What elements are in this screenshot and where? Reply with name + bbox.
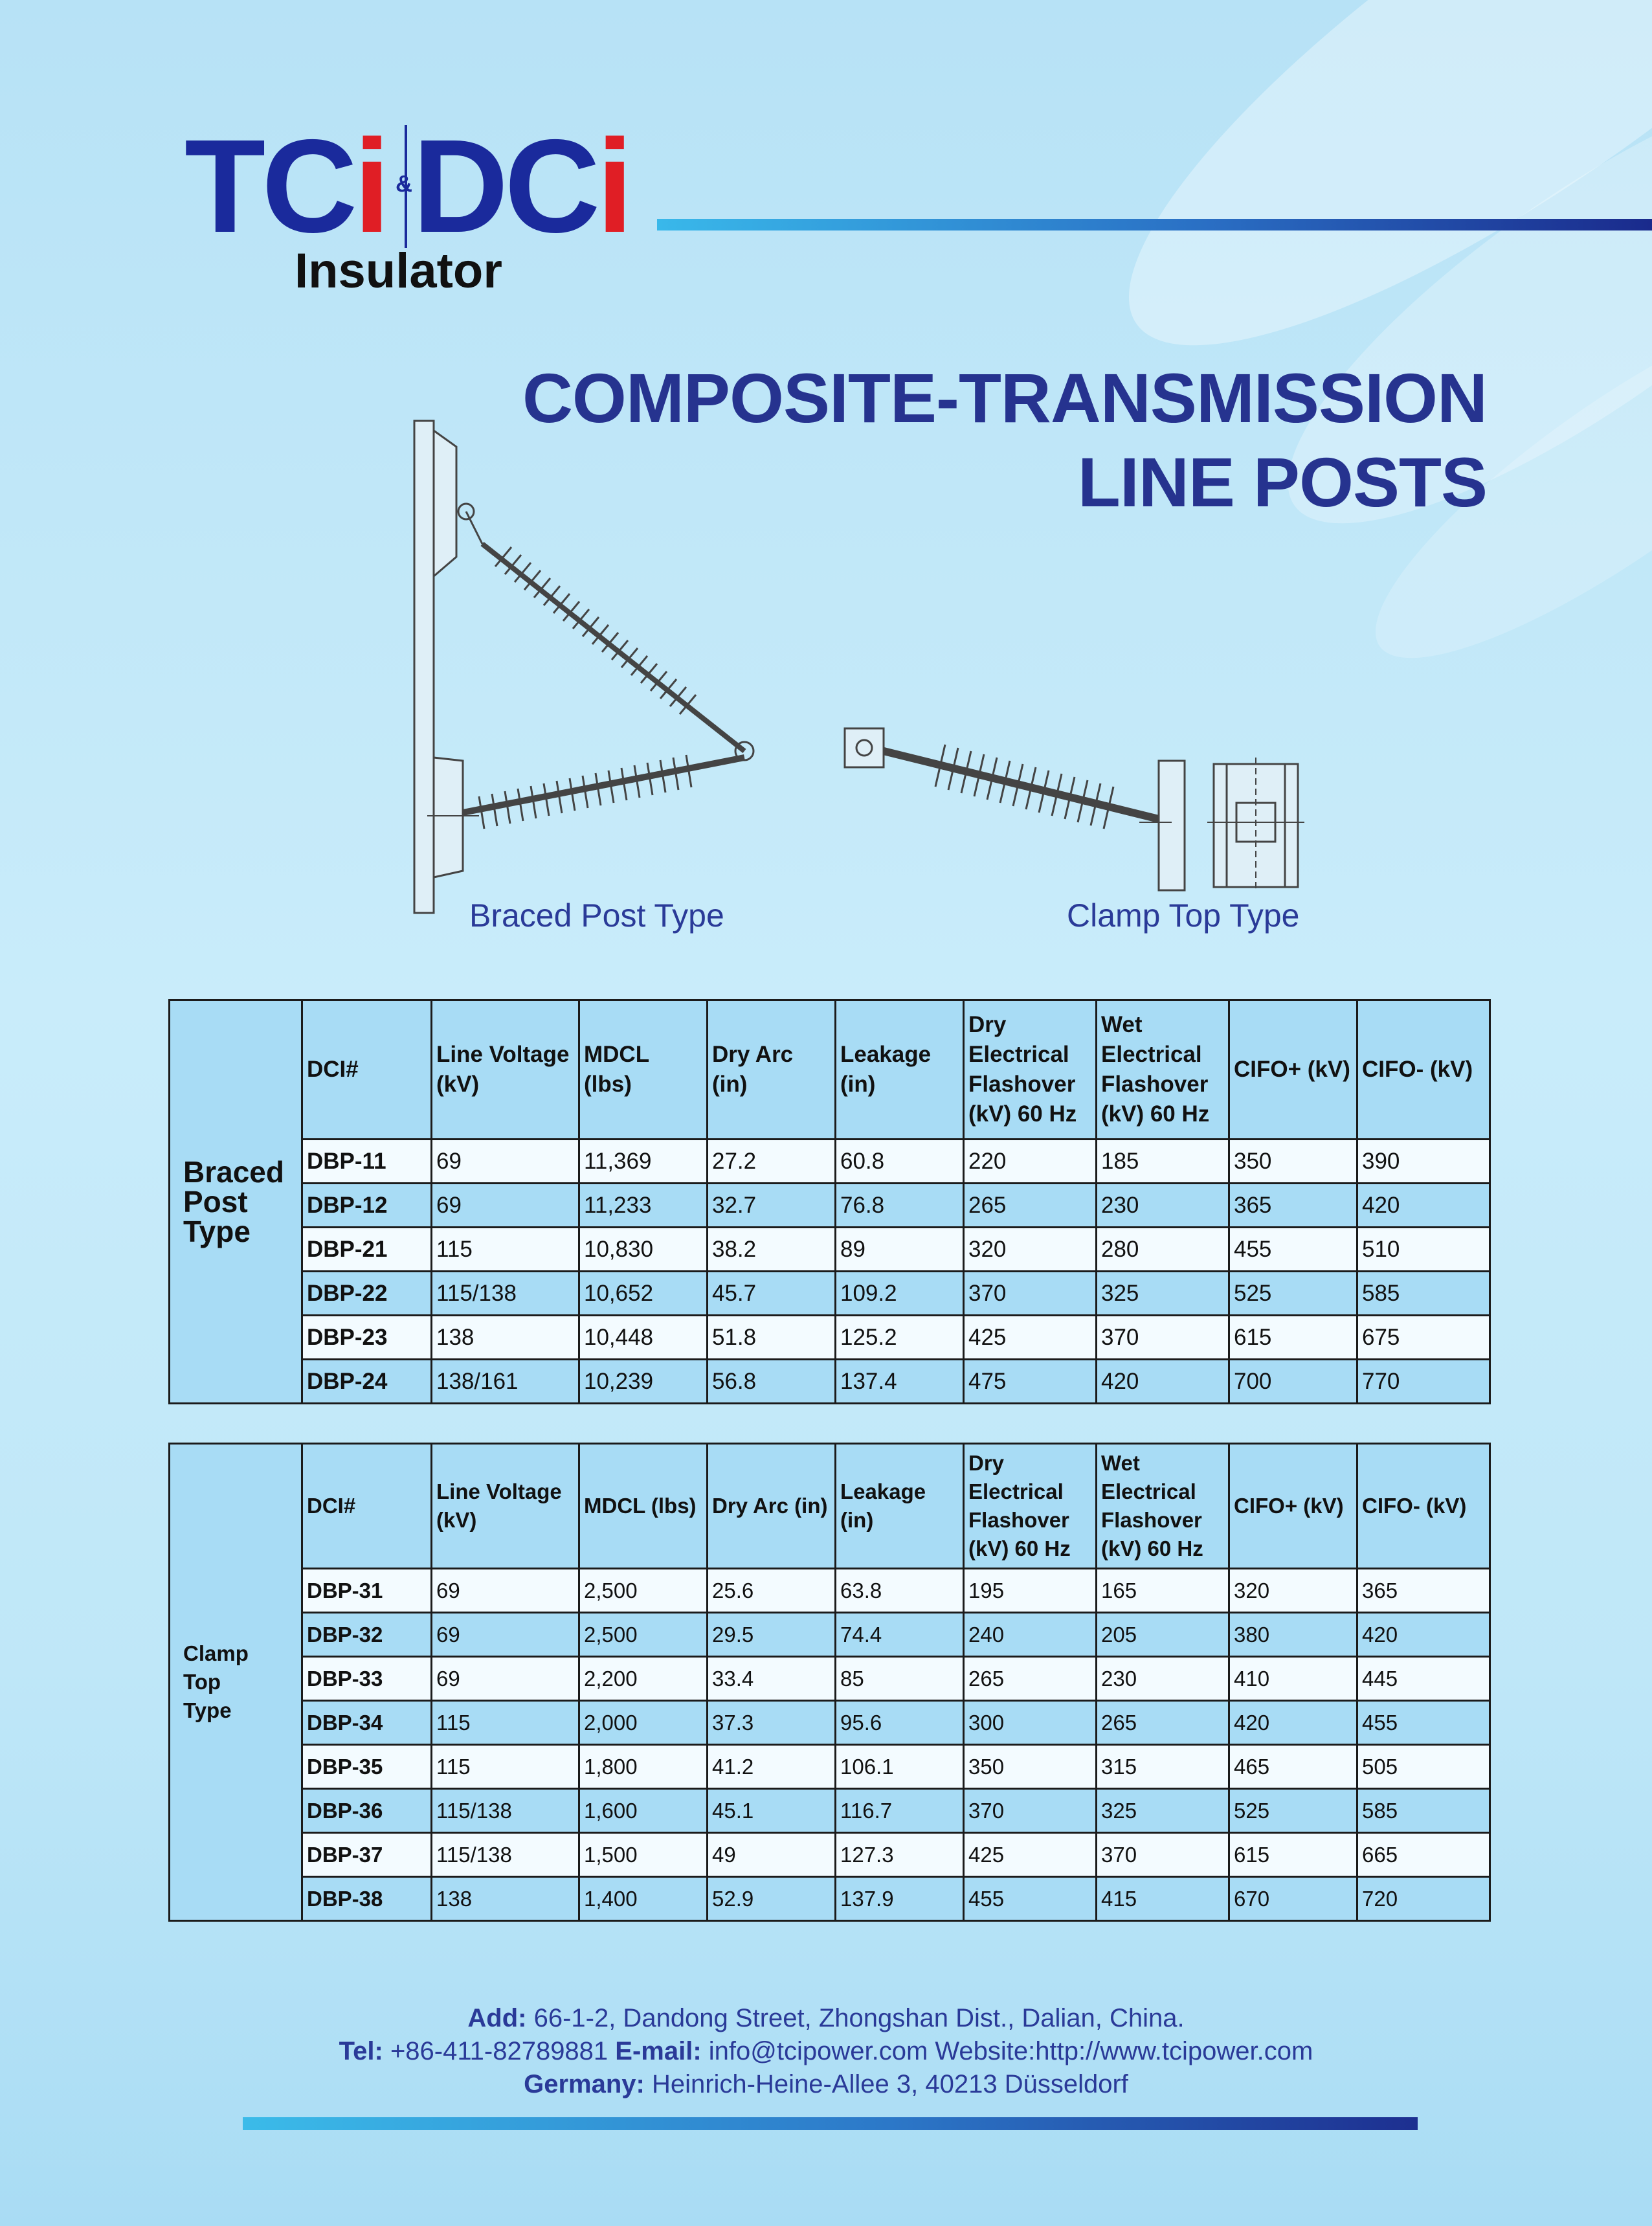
cell: 27.2 [708, 1140, 836, 1184]
col-header-cifo-plus: CIFO+ (kV) [1229, 1444, 1357, 1569]
cell: 51.8 [708, 1316, 836, 1360]
group-label-line: Top [183, 1670, 221, 1694]
cell: 85 [836, 1657, 964, 1701]
cell: 2,200 [579, 1657, 708, 1701]
cell: 445 [1357, 1657, 1490, 1701]
group-label-line: Clamp [183, 1641, 249, 1665]
cell: 265 [964, 1184, 1097, 1228]
col-header-line-voltage: Line Voltage (kV) [432, 1444, 579, 1569]
cell: 138 [432, 1877, 579, 1921]
cell: 69 [432, 1569, 579, 1613]
cell: 455 [1229, 1228, 1357, 1272]
col-header-dry-flashover: Dry Electrical Flashover (kV) 60 Hz [964, 1000, 1097, 1140]
cell: 74.4 [836, 1613, 964, 1657]
cell: 45.7 [708, 1272, 836, 1316]
cell: 380 [1229, 1613, 1357, 1657]
cell: 205 [1097, 1613, 1229, 1657]
braced-post-drawing [408, 414, 770, 919]
cell: 390 [1357, 1140, 1490, 1184]
table-row [170, 1745, 1490, 1789]
cell: 45.1 [708, 1789, 836, 1833]
cell: 420 [1097, 1360, 1229, 1404]
clamp-top-table [168, 1443, 1491, 1922]
cell: 410 [1229, 1657, 1357, 1701]
cell: 52.9 [708, 1877, 836, 1921]
col-header-wet-flashover: Wet Electrical Flashover (kV) 60 Hz [1097, 1444, 1229, 1569]
cell: 60.8 [836, 1140, 964, 1184]
cell-dci: DBP-37 [302, 1833, 432, 1877]
cell: 455 [964, 1877, 1097, 1921]
cell: 585 [1357, 1789, 1490, 1833]
cell: 455 [1357, 1701, 1490, 1745]
cell-dci: DBP-22 [302, 1272, 432, 1316]
group-label-line: Braced [183, 1155, 284, 1189]
company-logo [184, 112, 651, 298]
cell: 1,400 [579, 1877, 708, 1921]
col-header-dry-arc: Dry Arc (in) [708, 1444, 836, 1569]
cell: 425 [964, 1316, 1097, 1360]
cell: 350 [1229, 1140, 1357, 1184]
cell: 115 [432, 1701, 579, 1745]
cell: 1,500 [579, 1833, 708, 1877]
col-header-wet-flashover: Wet Electrical Flashover (kV) 60 Hz [1097, 1000, 1229, 1140]
cell: 525 [1229, 1272, 1357, 1316]
cell: 106.1 [836, 1745, 964, 1789]
table-row [170, 1316, 1490, 1360]
cell: 420 [1357, 1613, 1490, 1657]
cell: 220 [964, 1140, 1097, 1184]
cell: 10,830 [579, 1228, 708, 1272]
col-header-cifo-minus: CIFO- (kV) [1357, 1000, 1490, 1140]
cell-dci: DBP-35 [302, 1745, 432, 1789]
col-header-dci: DCI# [302, 1444, 432, 1569]
title-line-2: LINE POSTS [1077, 443, 1487, 521]
footer-add-label: Add: [467, 2004, 527, 2032]
cell-dci: DBP-34 [302, 1701, 432, 1745]
cell: 365 [1357, 1569, 1490, 1613]
col-header-cifo-minus: CIFO- (kV) [1357, 1444, 1490, 1569]
cell: 465 [1229, 1745, 1357, 1789]
cell: 315 [1097, 1745, 1229, 1789]
cell: 320 [1229, 1569, 1357, 1613]
cell: 115/138 [432, 1272, 579, 1316]
cell: 115 [432, 1745, 579, 1789]
table-row [170, 1272, 1490, 1316]
cell: 665 [1357, 1833, 1490, 1877]
cell: 127.3 [836, 1833, 964, 1877]
table-row [170, 1789, 1490, 1833]
table-row [170, 1701, 1490, 1745]
cell: 33.4 [708, 1657, 836, 1701]
footer-germany-label: Germany: [524, 2070, 645, 2098]
footer-address [0, 2004, 1652, 2033]
cell: 615 [1229, 1833, 1357, 1877]
cell: 37.3 [708, 1701, 836, 1745]
cell: 510 [1357, 1228, 1490, 1272]
footer-add-value: 66-1-2, Dandong Street, Zhongshan Dist., Dalian, China. [526, 2004, 1185, 2032]
table-row [170, 1877, 1490, 1921]
cell: 2,500 [579, 1569, 708, 1613]
caption-braced: Braced Post Type [469, 897, 724, 934]
cell: 10,448 [579, 1316, 708, 1360]
cell: 370 [964, 1789, 1097, 1833]
cell-dci: DBP-38 [302, 1877, 432, 1921]
cell-dci: DBP-36 [302, 1789, 432, 1833]
cell: 2,500 [579, 1613, 708, 1657]
cell: 425 [964, 1833, 1097, 1877]
col-header-leakage: Leakage (in) [836, 1000, 964, 1140]
cell: 185 [1097, 1140, 1229, 1184]
cell: 265 [1097, 1701, 1229, 1745]
footer-germany [0, 2070, 1652, 2099]
cell-dci: DBP-31 [302, 1569, 432, 1613]
cell: 38.2 [708, 1228, 836, 1272]
cell: 2,000 [579, 1701, 708, 1745]
table-row [170, 1833, 1490, 1877]
caption-clamp: Clamp Top Type [1067, 897, 1300, 934]
col-header-dry-arc: Dry Arc (in) [708, 1000, 836, 1140]
cell: 56.8 [708, 1360, 836, 1404]
cell: 11,369 [579, 1140, 708, 1184]
cell: 29.5 [708, 1613, 836, 1657]
group-label-braced [170, 1000, 302, 1404]
cell: 370 [1097, 1833, 1229, 1877]
cell: 770 [1357, 1360, 1490, 1404]
cell: 138/161 [432, 1360, 579, 1404]
cell: 240 [964, 1613, 1097, 1657]
cell-dci: DBP-21 [302, 1228, 432, 1272]
cell: 230 [1097, 1657, 1229, 1701]
cell: 165 [1097, 1569, 1229, 1613]
cell: 25.6 [708, 1569, 836, 1613]
cell: 125.2 [836, 1316, 964, 1360]
logo-wordmark: TCi DCi [184, 112, 630, 260]
table-row [170, 1360, 1490, 1404]
cell: 675 [1357, 1316, 1490, 1360]
cell-dci: DBP-33 [302, 1657, 432, 1701]
footer-tel-value: +86-411-82789881 [383, 2037, 616, 2065]
col-header-dci: DCI# [302, 1000, 432, 1140]
group-label-line: Post [183, 1185, 248, 1219]
cell: 10,239 [579, 1360, 708, 1404]
cell-dci: DBP-23 [302, 1316, 432, 1360]
cell: 137.9 [836, 1877, 964, 1921]
cell: 720 [1357, 1877, 1490, 1921]
footer-contact [0, 2037, 1652, 2066]
table-row [170, 1613, 1490, 1657]
footer-tel-label: Tel: [339, 2037, 383, 2065]
cell: 115 [432, 1228, 579, 1272]
table-header-row [170, 1000, 1490, 1140]
cell-dci: DBP-24 [302, 1360, 432, 1404]
cell: 320 [964, 1228, 1097, 1272]
cell: 350 [964, 1745, 1097, 1789]
col-header-line-voltage: Line Voltage (kV) [432, 1000, 579, 1140]
logo-subtitle: Insulator [295, 243, 502, 298]
cell: 115/138 [432, 1833, 579, 1877]
clamp-top-drawing [835, 712, 1314, 894]
cell: 63.8 [836, 1569, 964, 1613]
group-label-line: Type [183, 1215, 251, 1248]
cell: 325 [1097, 1272, 1229, 1316]
cell: 230 [1097, 1184, 1229, 1228]
cell: 69 [432, 1184, 579, 1228]
footer-bar [243, 2117, 1418, 2130]
table-row [170, 1657, 1490, 1701]
cell: 10,652 [579, 1272, 708, 1316]
cell: 415 [1097, 1877, 1229, 1921]
cell: 700 [1229, 1360, 1357, 1404]
table-row [170, 1140, 1490, 1184]
cell: 1,800 [579, 1745, 708, 1789]
table-row [170, 1569, 1490, 1613]
footer-germany-value: Heinrich-Heine-Allee 3, 40213 Düsseldorf [644, 2070, 1128, 2098]
cell: 420 [1229, 1701, 1357, 1745]
cell: 137.4 [836, 1360, 964, 1404]
cell: 195 [964, 1569, 1097, 1613]
table-header-row [170, 1444, 1490, 1569]
braced-post-table [168, 999, 1491, 1404]
cell: 115/138 [432, 1789, 579, 1833]
cell: 116.7 [836, 1789, 964, 1833]
col-header-mdcl: MDCL (lbs) [579, 1444, 708, 1569]
cell: 615 [1229, 1316, 1357, 1360]
table-row [170, 1228, 1490, 1272]
cell: 280 [1097, 1228, 1229, 1272]
cell: 69 [432, 1613, 579, 1657]
cell: 49 [708, 1833, 836, 1877]
cell: 41.2 [708, 1745, 836, 1789]
cell: 69 [432, 1657, 579, 1701]
cell-dci: DBP-11 [302, 1140, 432, 1184]
cell: 420 [1357, 1184, 1490, 1228]
group-label-clamp [170, 1444, 302, 1921]
cell-dci: DBP-12 [302, 1184, 432, 1228]
cell: 11,233 [579, 1184, 708, 1228]
cell: 89 [836, 1228, 964, 1272]
cell-dci: DBP-32 [302, 1613, 432, 1657]
cell: 525 [1229, 1789, 1357, 1833]
cell: 370 [964, 1272, 1097, 1316]
cell: 265 [964, 1657, 1097, 1701]
col-header-cifo-plus: CIFO+ (kV) [1229, 1000, 1357, 1140]
cell: 365 [1229, 1184, 1357, 1228]
header-bar [657, 219, 1652, 230]
logo-ampersand: & [396, 170, 412, 197]
col-header-mdcl: MDCL (lbs) [579, 1000, 708, 1140]
cell: 1,600 [579, 1789, 708, 1833]
group-label-line: Type [183, 1698, 232, 1722]
table-row [170, 1184, 1490, 1228]
cell: 69 [432, 1140, 579, 1184]
cell: 95.6 [836, 1701, 964, 1745]
cell: 505 [1357, 1745, 1490, 1789]
footer-email-label: E-mail: [615, 2037, 702, 2065]
cell: 585 [1357, 1272, 1490, 1316]
cell: 76.8 [836, 1184, 964, 1228]
cell: 300 [964, 1701, 1097, 1745]
col-header-dry-flashover: Dry Electrical Flashover (kV) 60 Hz [964, 1444, 1097, 1569]
title-line-1: COMPOSITE-TRANSMISSION [522, 359, 1487, 437]
cell: 32.7 [708, 1184, 836, 1228]
footer-email-value[interactable]: info@tcipower.com Website:http://www.tcipower.com [701, 2037, 1313, 2065]
cell: 670 [1229, 1877, 1357, 1921]
cell: 475 [964, 1360, 1097, 1404]
cell: 109.2 [836, 1272, 964, 1316]
col-header-leakage: Leakage (in) [836, 1444, 964, 1569]
cell: 325 [1097, 1789, 1229, 1833]
cell: 138 [432, 1316, 579, 1360]
cell: 370 [1097, 1316, 1229, 1360]
